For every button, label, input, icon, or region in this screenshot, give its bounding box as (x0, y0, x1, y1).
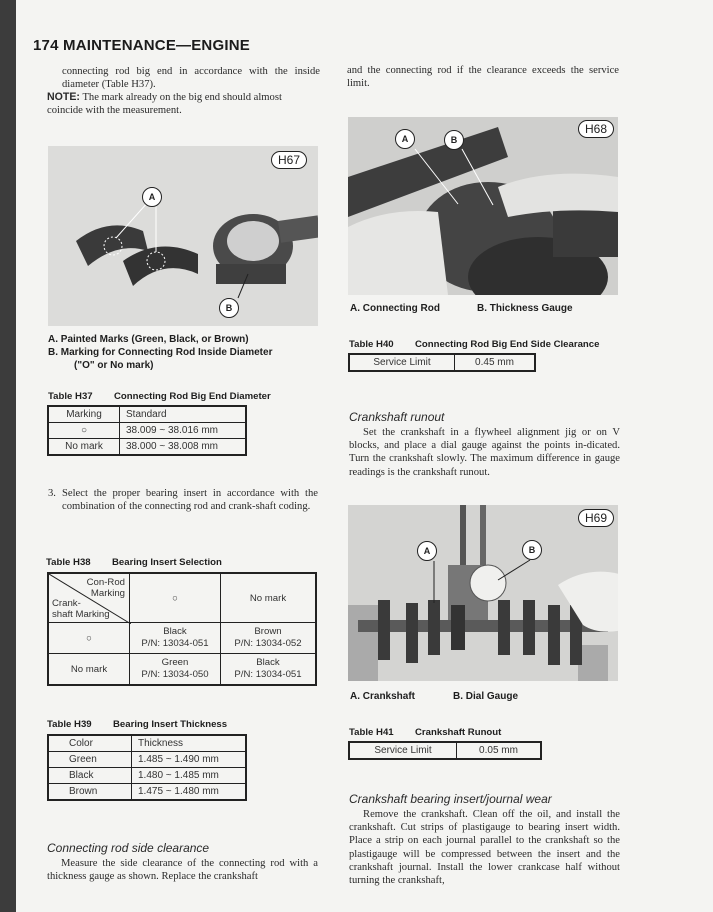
table-h38-title: Bearing Insert Selection (112, 557, 222, 568)
table-row (48, 752, 246, 768)
step-3-number: 3. (48, 488, 56, 499)
table-h39-number: Table H39 (47, 719, 92, 730)
table-h37-title: Connecting Rod Big End Diameter (114, 391, 271, 402)
marking-cell: ○ (48, 423, 120, 439)
table-header-row (48, 735, 246, 752)
thickness-cell: 1.480 ~ 1.485 mm (132, 768, 247, 784)
corner-bottom-label (52, 598, 110, 620)
insert-color: Green (161, 657, 189, 668)
color-cell: Brown (48, 784, 132, 801)
connecting-rod-bearings-illustration (48, 146, 318, 326)
row-header-no-mark: No mark (48, 654, 130, 686)
runout-heading: Crankshaft runout (349, 410, 445, 424)
table-row (48, 654, 316, 686)
table-h37-number: Table H37 (48, 391, 93, 402)
figure-label-h69: H69 (578, 509, 614, 527)
insert-part-number: P/N: 13034-051 (234, 669, 302, 680)
table-h38-caption (46, 557, 222, 568)
insert-part-number: P/N: 13034-051 (141, 638, 209, 649)
figure-h67-caption-a: A. Painted Marks (Green, Black, or Brown) (48, 334, 249, 345)
corner-bottom-line1: Crank- (52, 598, 81, 609)
table-row (48, 623, 316, 654)
table-h38 (47, 572, 317, 686)
figure-h68-caption-a: A. Connecting Rod (350, 303, 440, 314)
table-h39 (47, 734, 247, 801)
table-row (48, 423, 246, 439)
journal-wear-heading: Crankshaft bearing insert/journal wear (349, 792, 552, 806)
col-header-no-mark: No mark (221, 573, 317, 623)
scan-edge (0, 0, 16, 912)
table-h41-number: Table H41 (349, 727, 394, 738)
table-row (349, 742, 541, 759)
insert-cell (221, 623, 317, 654)
header-thickness: Thickness (132, 735, 247, 752)
table-row (48, 768, 246, 784)
thickness-cell: 1.485 ~ 1.490 mm (132, 752, 247, 768)
service-limit-value: 0.05 mm (457, 742, 542, 759)
intro-paragraph: connecting rod big end in accordance with the inside diameter (Table H37). (62, 66, 320, 91)
figure-h67-caption-b2: ("O" or No mark) (74, 360, 154, 371)
note-text: The mark already on the big end should almost coincide with the measurement. (47, 92, 282, 117)
table-h40 (348, 353, 536, 372)
color-cell: Black (48, 768, 132, 784)
thickness-cell: 1.475 ~ 1.480 mm (132, 784, 247, 801)
table-h37 (47, 405, 247, 456)
table-header-row (48, 406, 246, 423)
callout-a: A (142, 187, 162, 207)
corner-top-line1: Con-Rod (86, 577, 125, 588)
table-row (48, 784, 246, 801)
insert-cell (221, 654, 317, 686)
figure-h67-caption-b: B. Marking for Connecting Rod Inside Diameter (48, 347, 273, 358)
table-header-row (48, 573, 316, 623)
figure-label-h68: H68 (578, 120, 614, 138)
note-paragraph (47, 91, 320, 117)
figure-h69-caption-b: B. Dial Gauge (453, 691, 519, 702)
insert-part-number: P/N: 13034-050 (141, 669, 209, 680)
standard-cell: 38.000 ~ 38.008 mm (120, 439, 247, 456)
table-h37-caption (48, 391, 271, 402)
callout-b: B (219, 298, 239, 318)
table-h41-caption (349, 727, 501, 738)
step-3-text: Select the proper bearing insert in accordance with the combination of the connecting rod and crank-shaft coding. (62, 488, 318, 513)
header-marking: Marking (48, 406, 120, 423)
table-h40-number: Table H40 (349, 339, 394, 350)
callout-b: B (522, 540, 542, 560)
insert-color: Black (163, 626, 187, 637)
insert-cell (130, 654, 221, 686)
row-header-circle: ○ (48, 623, 130, 654)
color-cell: Green (48, 752, 132, 768)
figure-label-h67: H67 (271, 151, 307, 169)
standard-cell: 38.009 ~ 38.016 mm (120, 423, 247, 439)
table-h40-title: Connecting Rod Big End Side Clearance (415, 339, 600, 350)
table-h41-title: Crankshaft Runout (415, 727, 502, 738)
side-clearance-text: Measure the side clearance of the connecting rod with a thickness gauge as shown. Replace the crankshaft (47, 858, 318, 883)
figure-h67-photo (48, 146, 318, 326)
callout-a: A (395, 129, 415, 149)
insert-color: Black (256, 657, 280, 668)
service-limit-label: Service Limit (349, 354, 455, 371)
marking-cell: No mark (48, 439, 120, 456)
corner-top-label (87, 577, 125, 599)
table-h39-title: Bearing Insert Thickness (113, 719, 228, 730)
callout-a: A (417, 541, 437, 561)
insert-part-number: P/N: 13034-052 (234, 638, 302, 649)
crankshaft-dial-gauge-illustration (348, 505, 618, 681)
table-h38-number: Table H38 (46, 557, 91, 568)
service-limit-value: 0.45 mm (455, 354, 536, 371)
figure-h69-photo (348, 505, 618, 681)
corner-top-line2: Marking (90, 588, 125, 599)
corner-bottom-line2: shaft Marking (52, 609, 110, 620)
side-clearance-heading: Connecting rod side clearance (47, 841, 210, 855)
service-limit-label: Service Limit (349, 742, 457, 759)
table-h40-caption (349, 339, 599, 350)
header-color: Color (48, 735, 132, 752)
table-h39-caption (47, 719, 227, 730)
page-header: 174 MAINTENANCE—ENGINE (33, 37, 250, 54)
runout-text: Set the crankshaft in a flywheel alignment jig or on V blocks, and place a dial gauge against the points in-dicated. Turn the crankshaft slowly. The maximum difference in gauge readings is the crankshaft runout. (349, 427, 620, 478)
journal-wear-text: Remove the crankshaft. Clean off the oil, and install the crankshaft. Cut strips of plastigauge to bearing insert width. Place a strip on each journal parallel to the crankshaft so the plastigauge will be compressed between the insert and the crankshaft journal. Install the lower crankcase half without turning the crankshaft, (349, 809, 620, 887)
insert-color: Brown (254, 626, 282, 637)
header-standard: Standard (120, 406, 247, 423)
figure-h69-caption-a: A. Crankshaft (350, 691, 416, 702)
callout-b: B (444, 130, 464, 150)
table-h41 (348, 741, 542, 760)
corner-header-cell (48, 573, 130, 623)
thickness-gauge-illustration (348, 117, 618, 295)
table-row (349, 354, 535, 371)
figure-h68-photo (348, 117, 618, 295)
figure-h68-caption-b: B. Thickness Gauge (477, 303, 573, 314)
insert-cell (130, 623, 221, 654)
table-row (48, 439, 246, 456)
note-label: NOTE: (47, 91, 80, 103)
right-intro-paragraph: and the connecting rod if the clearance exceeds the service limit. (347, 65, 619, 90)
col-header-circle: ○ (130, 573, 221, 623)
